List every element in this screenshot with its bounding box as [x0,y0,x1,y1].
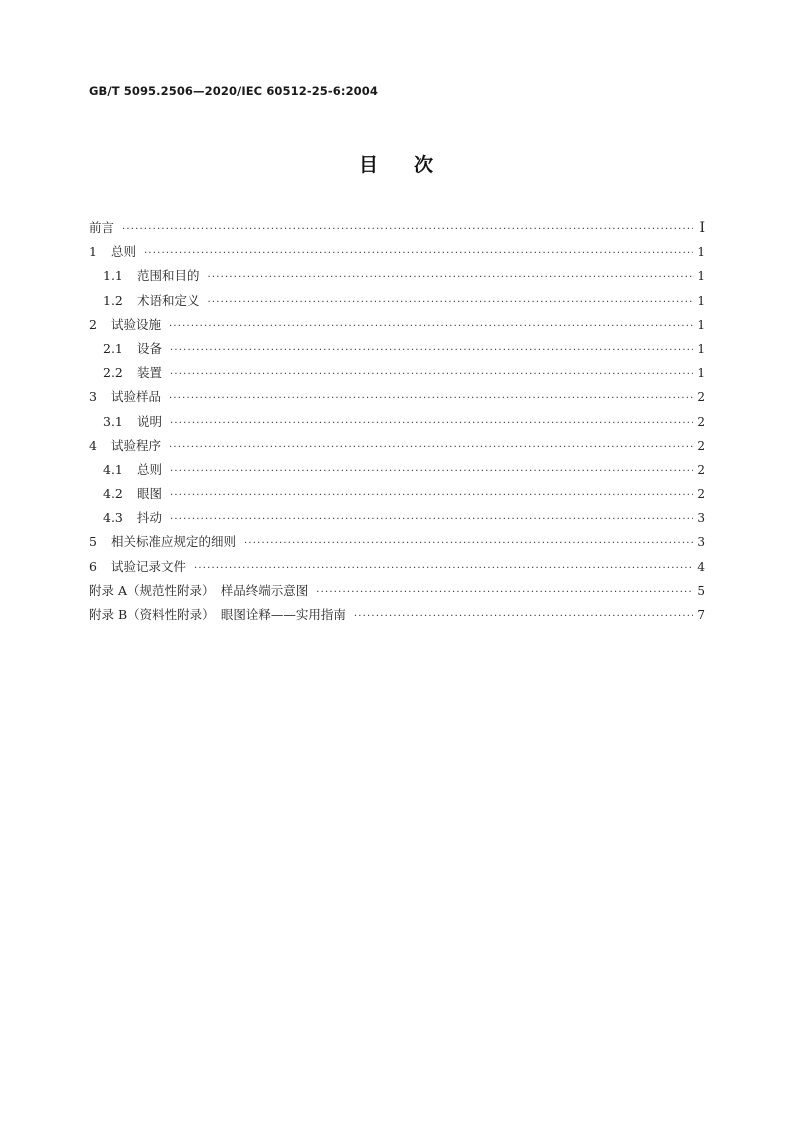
toc-entry-page: 3 [697,511,705,526]
toc-entry-label: 试验记录文件 [111,558,187,574]
toc-entry[interactable] [89,216,705,240]
toc-entry-number: 1.1 [103,268,123,284]
page-title [0,150,794,177]
toc-entry-page: 1 [697,317,705,332]
toc-entry[interactable] [89,555,705,579]
toc-entry-number: 1.2 [103,292,123,308]
toc-entry[interactable] [89,361,705,385]
toc-leader-dots [169,387,693,411]
toc-leader-dots [208,266,693,290]
toc-leader-dots [354,605,693,629]
page-title-part1: 目 [358,154,380,176]
toc-entry-label: 说明 [137,413,163,429]
toc-entry[interactable] [89,434,705,458]
toc-entry-label: 试验样品 [111,389,162,405]
toc-entry-label: 设备 [137,340,163,356]
toc-entry-page: 1 [697,341,705,356]
toc-entry-page: 1 [697,293,705,308]
toc-entry-number: 1 [89,244,97,260]
toc-leader-dots [170,460,693,484]
toc-entry-label: 术语和定义 [137,292,200,308]
toc-entry-label: 前言 [89,220,115,235]
toc-entry-label: 相关标准应规定的细则 [111,534,237,550]
toc-entry-page: 1 [697,245,705,260]
toc-entry[interactable] [89,410,705,434]
toc-entry-label: 抖动 [137,510,163,526]
toc-entry-label: 总则 [111,244,137,260]
toc-entry[interactable] [89,313,705,337]
toc-entry-page: 7 [697,608,705,622]
toc-entry-label: 附录 A（规范性附录） 样品终端示意图 [89,582,309,598]
toc-entry[interactable] [89,337,705,361]
table-of-contents [89,216,705,627]
toc-entry-label: 总则 [137,461,163,477]
toc-entry-page: 2 [697,414,705,429]
toc-entry-number: 2.2 [103,365,123,381]
toc-entry[interactable] [89,240,705,264]
toc-entry-label: 装置 [137,365,163,381]
toc-entry[interactable] [89,482,705,506]
toc-entry-page: 2 [697,390,705,405]
toc-entry-label: 眼图 [137,486,163,502]
standard-number: GB/T 5095.2506—2020/IEC 60512-25-6:2004 [89,84,378,98]
toc-entry-page: 2 [697,462,705,477]
toc-entry-number: 3.1 [103,413,123,429]
toc-entry-number: 4.3 [103,510,123,526]
toc-entry-page: 1 [697,366,705,381]
toc-entry[interactable] [89,603,705,627]
toc-entry-number: 5 [89,534,97,550]
toc-entry-number: 4.1 [103,461,123,477]
toc-leader-dots [169,315,693,339]
toc-entry-page: 1 [697,269,705,284]
toc-leader-dots [144,242,693,266]
toc-entry-page: 3 [697,535,705,550]
toc-entry[interactable] [89,264,705,288]
toc-entry-page: 4 [697,559,705,574]
toc-leader-dots [208,291,693,315]
toc-entry-number: 2 [89,316,97,332]
toc-entry[interactable] [89,506,705,530]
toc-entry-number: 2.1 [103,340,123,356]
toc-leader-dots [170,508,693,532]
toc-leader-dots [170,412,693,436]
toc-entry[interactable] [89,289,705,313]
toc-entry[interactable] [89,530,705,554]
toc-leader-dots [169,436,693,460]
toc-entry-number: 6 [89,558,97,574]
toc-leader-dots [170,484,693,508]
page-title-part2: 次 [414,154,436,176]
toc-entry-label: 附录 B（资料性附录） 眼图诠释——实用指南 [89,607,346,622]
toc-leader-dots [122,218,693,242]
toc-entry-number: 3 [89,389,97,405]
toc-entry[interactable] [89,579,705,603]
toc-entry-label: 试验程序 [111,437,162,453]
toc-entry-label: 范围和目的 [137,268,200,284]
toc-leader-dots [244,532,693,556]
toc-entry-page: 5 [697,583,705,598]
toc-leader-dots [170,339,693,363]
toc-leader-dots [170,363,693,387]
toc-entry-label: 试验设施 [111,316,162,332]
toc-leader-dots [316,581,693,605]
toc-entry-number: 4 [89,437,97,453]
toc-leader-dots [194,557,693,581]
toc-entry-page: I [699,220,705,236]
toc-entry-page: 2 [697,487,705,502]
toc-entry[interactable] [89,385,705,409]
toc-entry[interactable] [89,458,705,482]
toc-entry-page: 2 [697,438,705,453]
toc-entry-number: 4.2 [103,486,123,502]
